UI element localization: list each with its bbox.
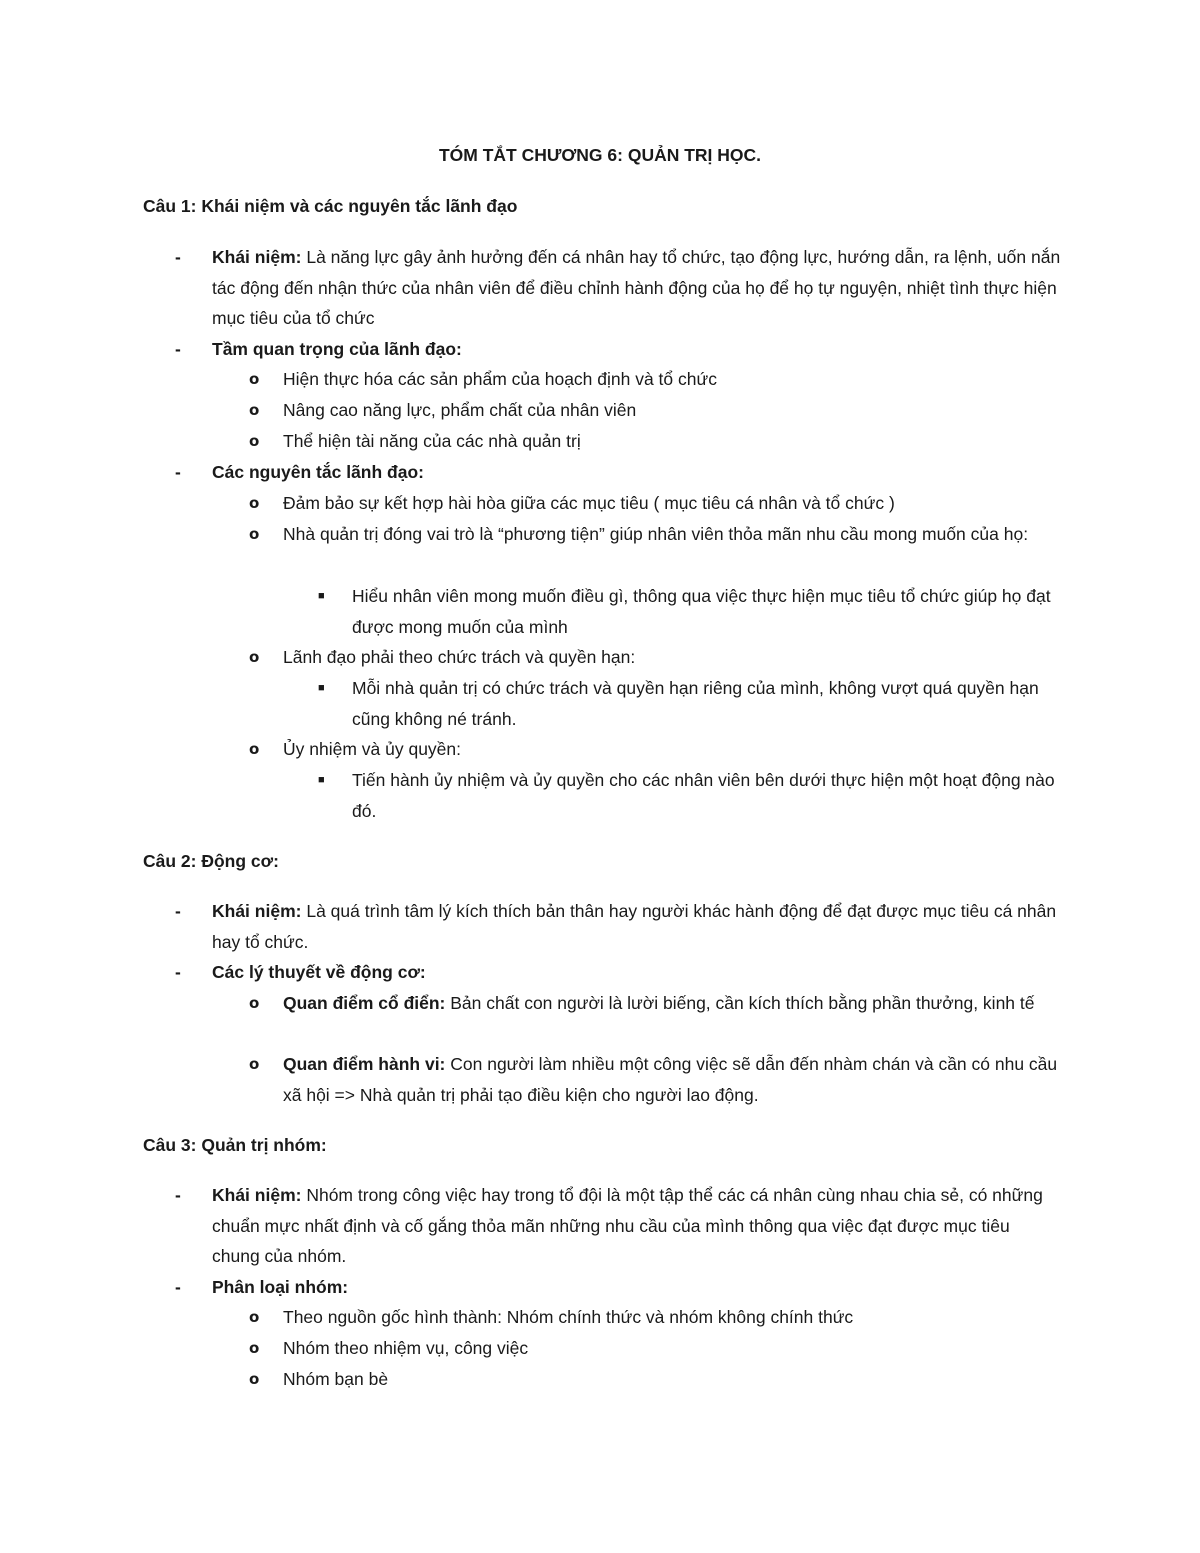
- list-item: Nhà quản trị đóng vai trò là “phương tiện” giúp nhân viên thỏa mãn nhu cầu mong muốn của họ:: [283, 524, 1029, 544]
- circle-bullet: o: [249, 1370, 260, 1388]
- circle-bullet: o: [249, 370, 260, 388]
- circle-bullet: o: [249, 648, 260, 666]
- behavioral-text: Con người làm nhiều một công việc sẽ dẫn đến nhàm chán và cần có nhu cầu xã hội => Nhà quản trị phải tạo điều kiện cho người lao động.: [283, 1054, 1058, 1105]
- q2-concept: [212, 896, 1062, 957]
- list-item: Nhóm theo nhiệm vụ, công việc: [283, 1338, 529, 1358]
- list-item: Hiện thực hóa các sản phẩm của hoạch định và tổ chức: [283, 369, 717, 389]
- circle-bullet: o: [249, 1055, 260, 1073]
- classical-label: Quan điểm cổ điển:: [283, 993, 446, 1013]
- circle-bullet: o: [249, 494, 260, 512]
- list-item: Ủy nhiệm và ủy quyền:: [283, 739, 462, 759]
- behavioral-label: Quan điểm hành vi:: [283, 1054, 446, 1074]
- list-item: Nâng cao năng lực, phẩm chất của nhân viên: [283, 400, 637, 420]
- list-item: Theo nguồn gốc hình thành: Nhóm chính thức và nhóm không chính thức: [283, 1307, 854, 1327]
- concept-text: Là năng lực gây ảnh hưởng đến cá nhân hay tổ chức, tạo động lực, hướng dẫn, ra lệnh, uốn nắn tác động đến nhận thức của nhân viên để điều chỉnh hành động của họ để họ tự nguyện, nhiệt tình thực hiện mục tiêu của tổ chức: [212, 247, 1061, 329]
- classical-text: Bản chất con người là lười biếng, cần kích thích bằng phần thưởng, kinh tế: [445, 993, 1035, 1013]
- list-item: Hiểu nhân viên mong muốn điều gì, thông qua việc thực hiện mục tiêu tổ chức giúp họ đạt được mong muốn của mình: [352, 586, 1051, 637]
- q1-importance-label: Tầm quan trọng của lãnh đạo:: [212, 339, 462, 359]
- dash-bullet: -: [175, 901, 181, 921]
- dash-bullet: -: [175, 247, 181, 267]
- square-bullet: ■: [318, 774, 325, 786]
- circle-bullet: o: [249, 401, 260, 419]
- circle-bullet: o: [249, 1339, 260, 1357]
- concept-label: Khái niệm:: [212, 247, 302, 267]
- circle-bullet: o: [249, 525, 260, 543]
- list-item: [283, 988, 1063, 1019]
- q3-concept: [212, 1180, 1062, 1272]
- circle-bullet: o: [249, 740, 260, 758]
- dash-bullet: -: [175, 1185, 181, 1205]
- section-heading-q2: Câu 2: Động cơ:: [143, 851, 279, 871]
- list-item: [283, 1049, 1063, 1110]
- q1-concept: [212, 242, 1062, 334]
- square-bullet: ■: [318, 682, 325, 694]
- list-item: Đảm bảo sự kết hợp hài hòa giữa các mục tiêu ( mục tiêu cá nhân và tổ chức ): [283, 493, 895, 513]
- circle-bullet: o: [249, 432, 260, 450]
- concept-label: Khái niệm:: [212, 901, 302, 921]
- dash-bullet: -: [175, 462, 181, 482]
- list-item: Thể hiện tài năng của các nhà quản trị: [283, 431, 581, 451]
- dash-bullet: -: [175, 1277, 181, 1297]
- section-heading-q1: Câu 1: Khái niệm và các nguyên tắc lãnh đạo: [143, 196, 518, 216]
- concept-text: Là quá trình tâm lý kích thích bản thân hay người khác hành động để đạt được mục tiêu cá nhân hay tổ chức.: [212, 901, 1057, 952]
- concept-text: Nhóm trong công việc hay trong tổ đội là một tập thể các cá nhân cùng nhau chia sẻ, có những chuẩn mực nhất định và cố gắng thỏa mãn những nhu cầu của mình thông qua việc đạt được mục tiêu chung của nhóm.: [212, 1185, 1043, 1267]
- list-item: Nhóm bạn bè: [283, 1369, 389, 1389]
- list-item: Tiến hành ủy nhiệm và ủy quyền cho các nhân viên bên dưới thực hiện một hoạt động nào đó.: [352, 770, 1055, 821]
- circle-bullet: o: [249, 1308, 260, 1326]
- list-item: Lãnh đạo phải theo chức trách và quyền hạn:: [283, 647, 636, 667]
- concept-label: Khái niệm:: [212, 1185, 302, 1205]
- circle-bullet: o: [249, 994, 260, 1012]
- square-bullet: ■: [318, 590, 325, 602]
- document-title: TÓM TẮT CHƯƠNG 6: QUẢN TRỊ HỌC.: [438, 145, 762, 165]
- dash-bullet: -: [175, 962, 181, 982]
- dash-bullet: -: [175, 339, 181, 359]
- q3-classification-label: Phân loại nhóm:: [212, 1277, 349, 1297]
- q1-principles-label: Các nguyên tắc lãnh đạo:: [212, 462, 424, 482]
- section-heading-q3: Câu 3: Quản trị nhóm:: [143, 1135, 327, 1155]
- q2-theories-label: Các lý thuyết về động cơ:: [212, 962, 426, 982]
- list-item: Mỗi nhà quản trị có chức trách và quyền hạn riêng của mình, không vượt quá quyền hạn cũng không né tránh.: [352, 678, 1039, 729]
